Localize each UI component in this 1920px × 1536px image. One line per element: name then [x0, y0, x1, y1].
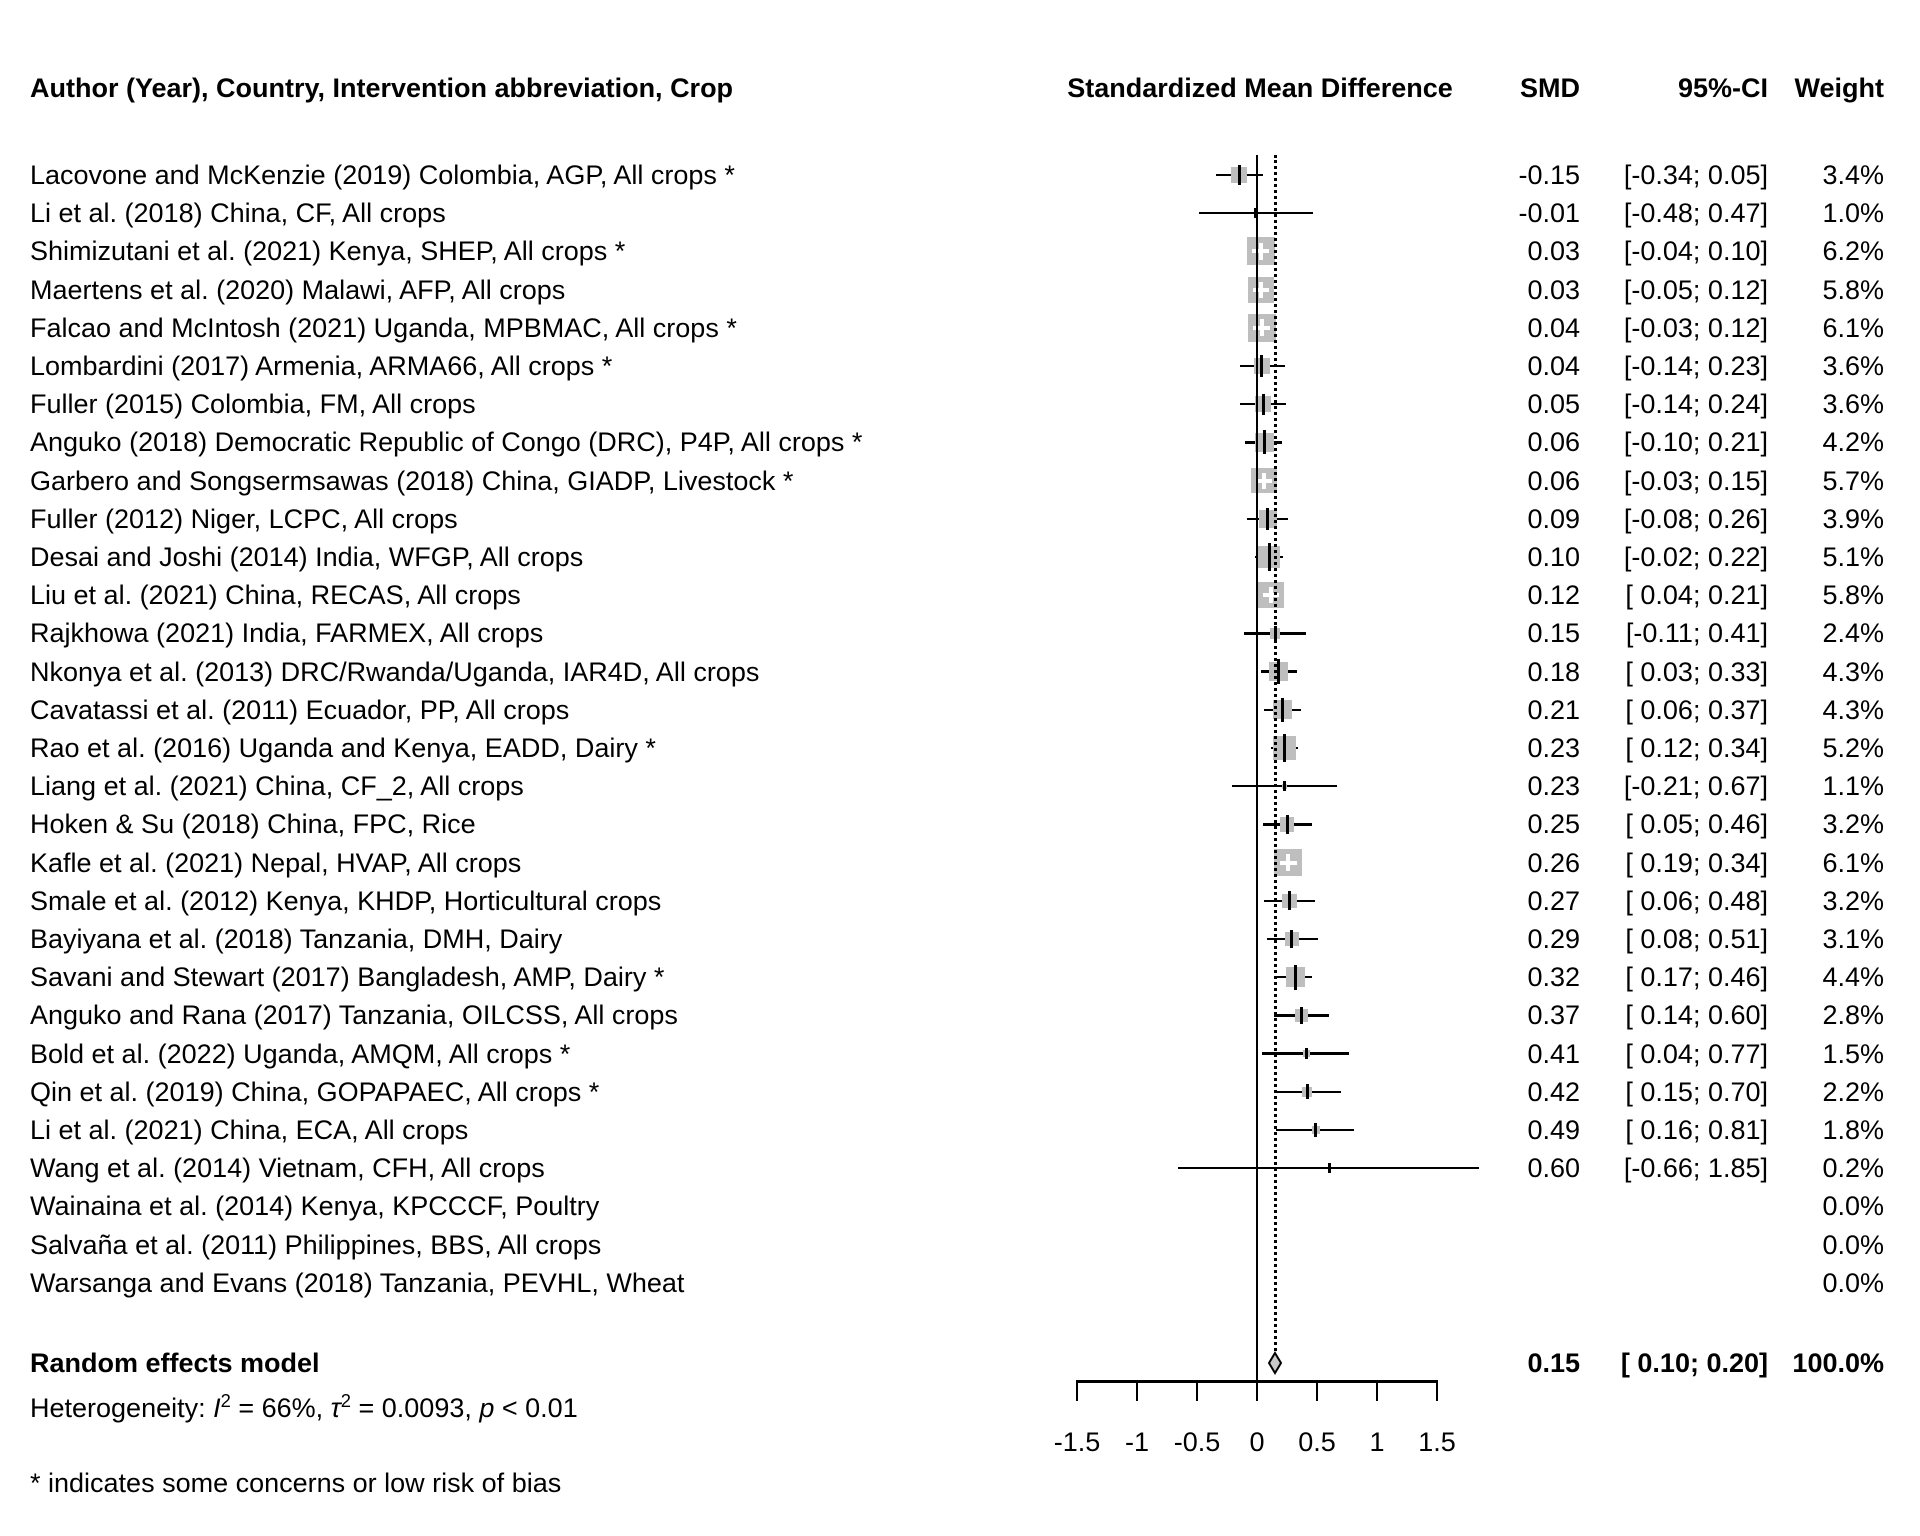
smd-value: 0.05	[1527, 389, 1580, 420]
x-axis-tick	[1136, 1380, 1139, 1401]
study-label: Desai and Joshi (2014) India, WFGP, All crops	[30, 542, 584, 572]
ci-value: [-0.34; 0.05]	[1623, 160, 1768, 190]
ci-value: [ 0.19; 0.34]	[1625, 847, 1768, 878]
weight-value: 5.7%	[1822, 465, 1884, 496]
smd-value: 0.09	[1527, 503, 1580, 534]
weight-value: 0.2%	[1822, 1153, 1884, 1184]
i-squared-symbol: I	[213, 1393, 221, 1423]
weight-value: 3.2%	[1822, 885, 1884, 916]
study-label: Lombardini (2017) Armenia, ARMA66, All crops *	[30, 351, 613, 381]
ci-value: [ 0.12; 0.34]	[1625, 733, 1768, 763]
column-header-author: Author (Year), Country, Intervention abbreviation, Crop	[30, 73, 734, 103]
study-label: Nkonya et al. (2013) DRC/Rwanda/Uganda, IAR4D, All crops	[30, 656, 760, 687]
weight-value: 0.0%	[1822, 1229, 1884, 1260]
weight-value: 3.6%	[1822, 389, 1884, 420]
smd-value: 0.42	[1527, 1076, 1580, 1107]
heterogeneity-p-value: < 0.01	[494, 1393, 578, 1423]
weight-value: 0.0%	[1822, 1267, 1884, 1298]
weight-value: 1.5%	[1822, 1038, 1884, 1069]
column-header-ci: 95%-CI	[1677, 73, 1768, 103]
weight-value: 4.2%	[1822, 427, 1884, 458]
weight-value: 3.6%	[1822, 351, 1884, 381]
weight-value: 2.2%	[1822, 1076, 1884, 1107]
study-label: Bayiyana et al. (2018) Tanzania, DMH, Dairy	[30, 924, 563, 954]
tau-squared-symbol: τ	[330, 1393, 341, 1423]
column-header-plot: Standardized Mean Difference	[1067, 73, 1453, 103]
smd-value: 0.18	[1527, 656, 1580, 687]
weight-value: 5.8%	[1822, 580, 1884, 611]
study-label: Qin et al. (2019) China, GOPAPAEC, All crops *	[30, 1076, 600, 1107]
ci-value: [-0.03; 0.15]	[1623, 465, 1768, 496]
study-label: Li et al. (2021) China, ECA, All crops	[30, 1115, 469, 1145]
smd-value: 0.37	[1527, 1000, 1580, 1031]
weight-value: 2.8%	[1822, 1000, 1884, 1031]
weight-value: 3.4%	[1822, 160, 1884, 190]
study-label: Anguko (2018) Democratic Republic of Congo (DRC), P4P, All crops *	[30, 427, 863, 458]
column-header-weight: Weight	[1794, 73, 1884, 103]
smd-value: -0.15	[1518, 160, 1580, 190]
ci-value: [-0.05; 0.12]	[1623, 274, 1768, 305]
ci-value: [-0.66; 1.85]	[1623, 1153, 1768, 1184]
weight-value: 6.1%	[1822, 847, 1884, 878]
ci-value: [ 0.04; 0.77]	[1625, 1038, 1768, 1069]
study-label: Fuller (2015) Colombia, FM, All crops	[30, 389, 476, 420]
ci-value: [-0.10; 0.21]	[1623, 427, 1768, 458]
weight-value: 2.4%	[1822, 618, 1884, 649]
weight-value: 6.2%	[1822, 236, 1884, 267]
ci-value: [-0.14; 0.24]	[1623, 389, 1768, 420]
x-axis-tick-label: 0	[1249, 1427, 1265, 1457]
study-label: Hoken & Su (2018) China, FPC, Rice	[30, 809, 476, 840]
overall-smd-value: 0.15	[1527, 1348, 1580, 1378]
weight-value: 3.2%	[1822, 809, 1884, 840]
x-axis-tick-label: 1.5	[1418, 1427, 1456, 1457]
smd-value: 0.06	[1527, 465, 1580, 496]
weight-value: 6.1%	[1822, 312, 1884, 343]
smd-value: 0.15	[1527, 618, 1580, 649]
smd-value: 0.32	[1527, 962, 1580, 993]
study-label: Kafle et al. (2021) Nepal, HVAP, All crops	[30, 847, 522, 878]
x-axis-tick	[1076, 1380, 1079, 1401]
overall-ci-value: [ 0.10; 0.20]	[1620, 1348, 1768, 1378]
overall-weight-value: 100.0%	[1792, 1348, 1884, 1378]
ci-value: [-0.14; 0.23]	[1623, 351, 1768, 381]
weight-value: 5.1%	[1822, 542, 1884, 572]
smd-value: 0.06	[1527, 427, 1580, 458]
study-label: Fuller (2012) Niger, LCPC, All crops	[30, 503, 458, 534]
smd-value: 0.10	[1527, 542, 1580, 572]
study-label: Rao et al. (2016) Uganda and Kenya, EADD, Dairy *	[30, 733, 656, 763]
smd-value: 0.21	[1527, 694, 1580, 725]
weight-value: 5.8%	[1822, 274, 1884, 305]
weight-value: 4.3%	[1822, 694, 1884, 725]
ci-value: [ 0.16; 0.81]	[1625, 1115, 1768, 1145]
heterogeneity-i2-value: = 66%,	[230, 1393, 331, 1423]
smd-value: 0.60	[1527, 1153, 1580, 1184]
ci-value: [ 0.15; 0.70]	[1625, 1076, 1768, 1107]
study-label: Wang et al. (2014) Vietnam, CFH, All crops	[30, 1153, 545, 1184]
study-label: Liang et al. (2021) China, CF_2, All crops	[30, 771, 524, 802]
study-label: Li et al. (2018) China, CF, All crops	[30, 198, 446, 229]
ci-value: [ 0.05; 0.46]	[1625, 809, 1768, 840]
ci-value: [ 0.03; 0.33]	[1625, 656, 1768, 687]
study-label: Maertens et al. (2020) Malawi, AFP, All crops	[30, 274, 566, 305]
smd-value: 0.03	[1527, 274, 1580, 305]
ci-value: [ 0.06; 0.48]	[1625, 885, 1768, 916]
x-axis-tick	[1196, 1380, 1199, 1401]
smd-value: 0.12	[1527, 580, 1580, 611]
ci-value: [-0.48; 0.47]	[1623, 198, 1768, 229]
column-header-smd: SMD	[1520, 73, 1580, 103]
weight-value: 5.2%	[1822, 733, 1884, 763]
ci-value: [ 0.08; 0.51]	[1625, 924, 1768, 954]
p-symbol: p	[479, 1393, 495, 1423]
x-axis-tick-label: -1.5	[1053, 1427, 1101, 1457]
weight-value: 3.9%	[1822, 503, 1884, 534]
weight-value: 4.3%	[1822, 656, 1884, 687]
smd-value: 0.25	[1527, 809, 1580, 840]
ci-value: [-0.21; 0.67]	[1623, 771, 1768, 802]
bias-footnote: * indicates some concerns or low risk of bias	[30, 1468, 562, 1498]
x-axis-tick	[1256, 1380, 1259, 1401]
study-label: Anguko and Rana (2017) Tanzania, OILCSS, All crops	[30, 1000, 678, 1031]
study-label: Bold et al. (2022) Uganda, AMQM, All crops *	[30, 1038, 571, 1069]
x-axis-tick-label: 1	[1369, 1427, 1385, 1457]
weight-value: 0.0%	[1822, 1191, 1884, 1222]
heterogeneity-tau2-value: = 0.0093,	[351, 1393, 480, 1423]
tau-squared-exponent: 2	[340, 1390, 351, 1411]
x-axis-tick-label: -1	[1124, 1427, 1149, 1457]
ci-value: [-0.04; 0.10]	[1623, 236, 1768, 267]
x-axis-tick	[1376, 1380, 1379, 1401]
smd-value: 0.41	[1527, 1038, 1580, 1069]
weight-value: 1.8%	[1822, 1115, 1884, 1145]
smd-value: 0.26	[1527, 847, 1580, 878]
weight-value: 1.0%	[1822, 198, 1884, 229]
study-label: Warsanga and Evans (2018) Tanzania, PEVHL, Wheat	[30, 1267, 685, 1298]
study-label: Salvaña et al. (2011) Philippines, BBS, All crops	[30, 1229, 602, 1260]
ci-value: [ 0.17; 0.46]	[1625, 962, 1768, 993]
x-axis-tick-label: -0.5	[1173, 1427, 1221, 1457]
smd-value: 0.03	[1527, 236, 1580, 267]
smd-value: 0.23	[1527, 733, 1580, 763]
x-axis-tick	[1436, 1380, 1439, 1401]
heterogeneity-prefix: Heterogeneity:	[30, 1393, 214, 1423]
smd-value: 0.29	[1527, 924, 1580, 954]
study-label: Lacovone and McKenzie (2019) Colombia, AGP, All crops *	[30, 160, 735, 190]
ci-value: [-0.08; 0.26]	[1623, 503, 1768, 534]
study-label: Shimizutani et al. (2021) Kenya, SHEP, All crops *	[30, 236, 626, 267]
smd-value: 0.04	[1527, 312, 1580, 343]
study-label: Rajkhowa (2021) India, FARMEX, All crops	[30, 618, 544, 649]
smd-value: -0.01	[1518, 198, 1580, 229]
ci-value: [-0.11; 0.41]	[1625, 618, 1768, 649]
smd-value: 0.27	[1527, 885, 1580, 916]
weight-value: 4.4%	[1822, 962, 1884, 993]
overall-row-label: Random effects model	[30, 1348, 320, 1378]
ci-value: [-0.02; 0.22]	[1623, 542, 1768, 572]
smd-value: 0.49	[1527, 1115, 1580, 1145]
study-label: Savani and Stewart (2017) Bangladesh, AMP, Dairy *	[30, 962, 665, 993]
ci-value: [ 0.14; 0.60]	[1625, 1000, 1768, 1031]
smd-value: 0.04	[1527, 351, 1580, 381]
ci-value: [ 0.04; 0.21]	[1625, 580, 1768, 611]
ci-value: [ 0.06; 0.37]	[1625, 694, 1768, 725]
study-label: Wainaina et al. (2014) Kenya, KPCCCF, Poultry	[30, 1191, 600, 1222]
smd-value: 0.23	[1527, 771, 1580, 802]
x-axis-tick-label: 0.5	[1298, 1427, 1336, 1457]
weight-value: 1.1%	[1822, 771, 1884, 802]
study-label: Smale et al. (2012) Kenya, KHDP, Horticultural crops	[30, 885, 662, 916]
study-label: Cavatassi et al. (2011) Ecuador, PP, All crops	[30, 694, 570, 725]
ci-value: [-0.03; 0.12]	[1623, 312, 1768, 343]
weight-value: 3.1%	[1822, 924, 1884, 954]
study-label: Garbero and Songsermsawas (2018) China, GIADP, Livestock *	[30, 465, 794, 496]
x-axis-tick	[1316, 1380, 1319, 1401]
study-label: Falcao and McIntosh (2021) Uganda, MPBMAC, All crops *	[30, 312, 737, 343]
study-label: Liu et al. (2021) China, RECAS, All crops	[30, 580, 521, 611]
i-squared-exponent: 2	[220, 1390, 231, 1411]
